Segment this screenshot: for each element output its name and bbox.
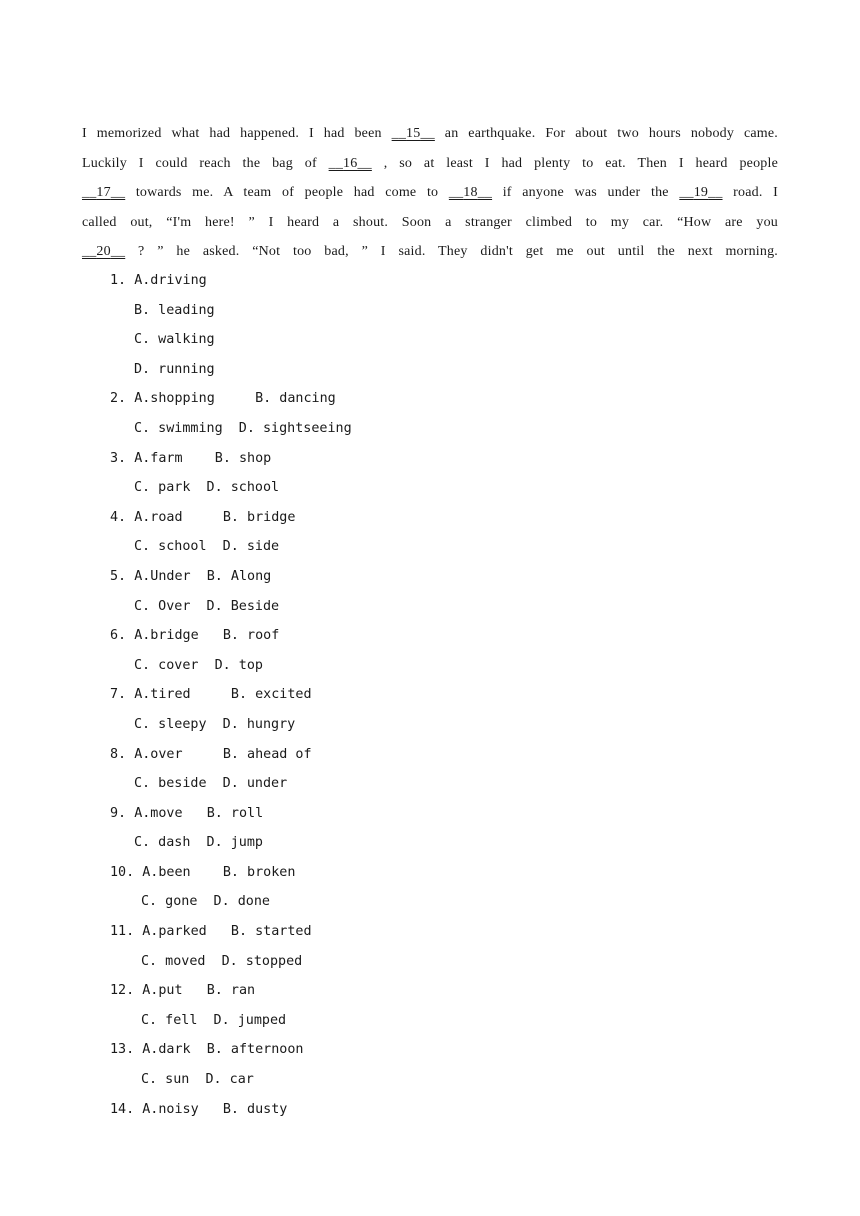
question-number: 7.	[110, 687, 127, 703]
question-11	[110, 917, 352, 947]
question-2	[110, 384, 352, 414]
question-list	[110, 266, 352, 1124]
passage-text: towards me. A team of people had come to	[125, 185, 449, 201]
question-13	[110, 1035, 352, 1065]
blank-17: __17__	[82, 185, 126, 201]
passage-text: if anyone was under the	[492, 185, 680, 201]
question-options-row: C. beside D. under	[134, 776, 288, 792]
question-number: 8.	[110, 746, 127, 762]
question-options-row: C. cover D. top	[134, 657, 263, 673]
question-options-row: C. gone D. done	[141, 894, 270, 910]
question-options-row: B. leading	[134, 302, 215, 318]
question-9	[110, 799, 352, 829]
question-options-row: C. park D. school	[134, 480, 280, 496]
passage-text: ? ” he asked. “Not too bad, ” I said. They didn't get me out until the next morning.	[125, 244, 778, 260]
passage-line-3	[82, 178, 778, 208]
question-options-first: A.parked B. started	[142, 924, 312, 940]
passage-line-5	[82, 237, 778, 267]
passage-text: I memorized what had happened. I had been	[82, 126, 392, 141]
question-number: 14.	[110, 1101, 135, 1117]
question-number: 3.	[110, 450, 127, 466]
question-number: 2.	[110, 391, 127, 407]
question-number: 5.	[110, 568, 127, 584]
cloze-passage	[82, 119, 778, 267]
question-options-first: A.road B. bridge	[134, 509, 296, 525]
question-options-row: C. sleepy D. hungry	[134, 716, 296, 732]
passage-text: an earthquake. For about two hours nobody came.	[434, 126, 778, 141]
question-number: 4.	[110, 509, 127, 525]
question-3	[110, 444, 352, 474]
blank-20: __20__	[82, 244, 126, 260]
question-options-row: C. fell D. jumped	[141, 1012, 287, 1028]
passage-line-1	[82, 119, 778, 149]
question-12	[110, 976, 352, 1006]
question-options-first: A.over B. ahead of	[134, 746, 312, 762]
question-number: 10.	[110, 864, 135, 880]
question-number: 1.	[110, 273, 127, 288]
question-10	[110, 858, 352, 888]
blank-15: __15__	[391, 126, 435, 141]
question-options-first: A.noisy B. dusty	[142, 1101, 288, 1117]
question-number: 11.	[110, 924, 135, 940]
question-number: 13.	[110, 1042, 135, 1058]
blank-16: __16__	[328, 155, 372, 171]
blank-19: __19__	[679, 185, 723, 201]
question-options-first: A.tired B. excited	[134, 687, 312, 703]
question-options-row: C. swimming D. sightseeing	[134, 420, 352, 436]
question-number: 12.	[110, 983, 135, 999]
passage-text: Luckily I could reach the bag of	[82, 155, 329, 171]
question-14	[110, 1095, 352, 1125]
blank-18: __18__	[448, 185, 493, 201]
question-options-row: C. sun D. car	[141, 1072, 254, 1088]
question-number: 6.	[110, 628, 127, 644]
question-options-first: A.shopping B. dancing	[134, 391, 336, 407]
question-8	[110, 740, 352, 770]
question-options-first: A.been B. broken	[142, 864, 296, 880]
question-options-row: C. walking	[134, 332, 215, 348]
question-options-first: A.bridge B. roof	[134, 628, 280, 644]
question-options-row: C. moved D. stopped	[141, 953, 303, 969]
question-7	[110, 680, 352, 710]
passage-line-4: called out, “I'm here! ” I heard a shout. Soon a stranger climbed to my car. “How are you	[82, 214, 778, 230]
question-options-first: A.Under B. Along	[134, 568, 272, 584]
question-options-row: C. school D. side	[134, 539, 280, 555]
question-options-first: A.farm B. shop	[134, 450, 272, 466]
question-5	[110, 562, 352, 592]
question-options-first: A.driving	[134, 273, 207, 288]
question-options-row: C. dash D. jump	[134, 835, 263, 851]
passage-text: , so at least I had plenty to eat. Then I heard people	[371, 155, 778, 171]
question-options-row: C. Over D. Beside	[134, 598, 280, 614]
passage-text: road. I	[722, 185, 778, 201]
question-options-row: D. running	[134, 361, 215, 377]
question-1	[110, 266, 352, 296]
question-options-first: A.move B. roll	[134, 805, 264, 821]
question-options-first: A.put B. ran	[142, 983, 256, 999]
passage-line-2	[82, 149, 778, 179]
question-options-first: A.dark B. afternoon	[142, 1042, 304, 1058]
question-6	[110, 621, 352, 651]
question-number: 9.	[110, 805, 127, 821]
question-4	[110, 503, 352, 533]
